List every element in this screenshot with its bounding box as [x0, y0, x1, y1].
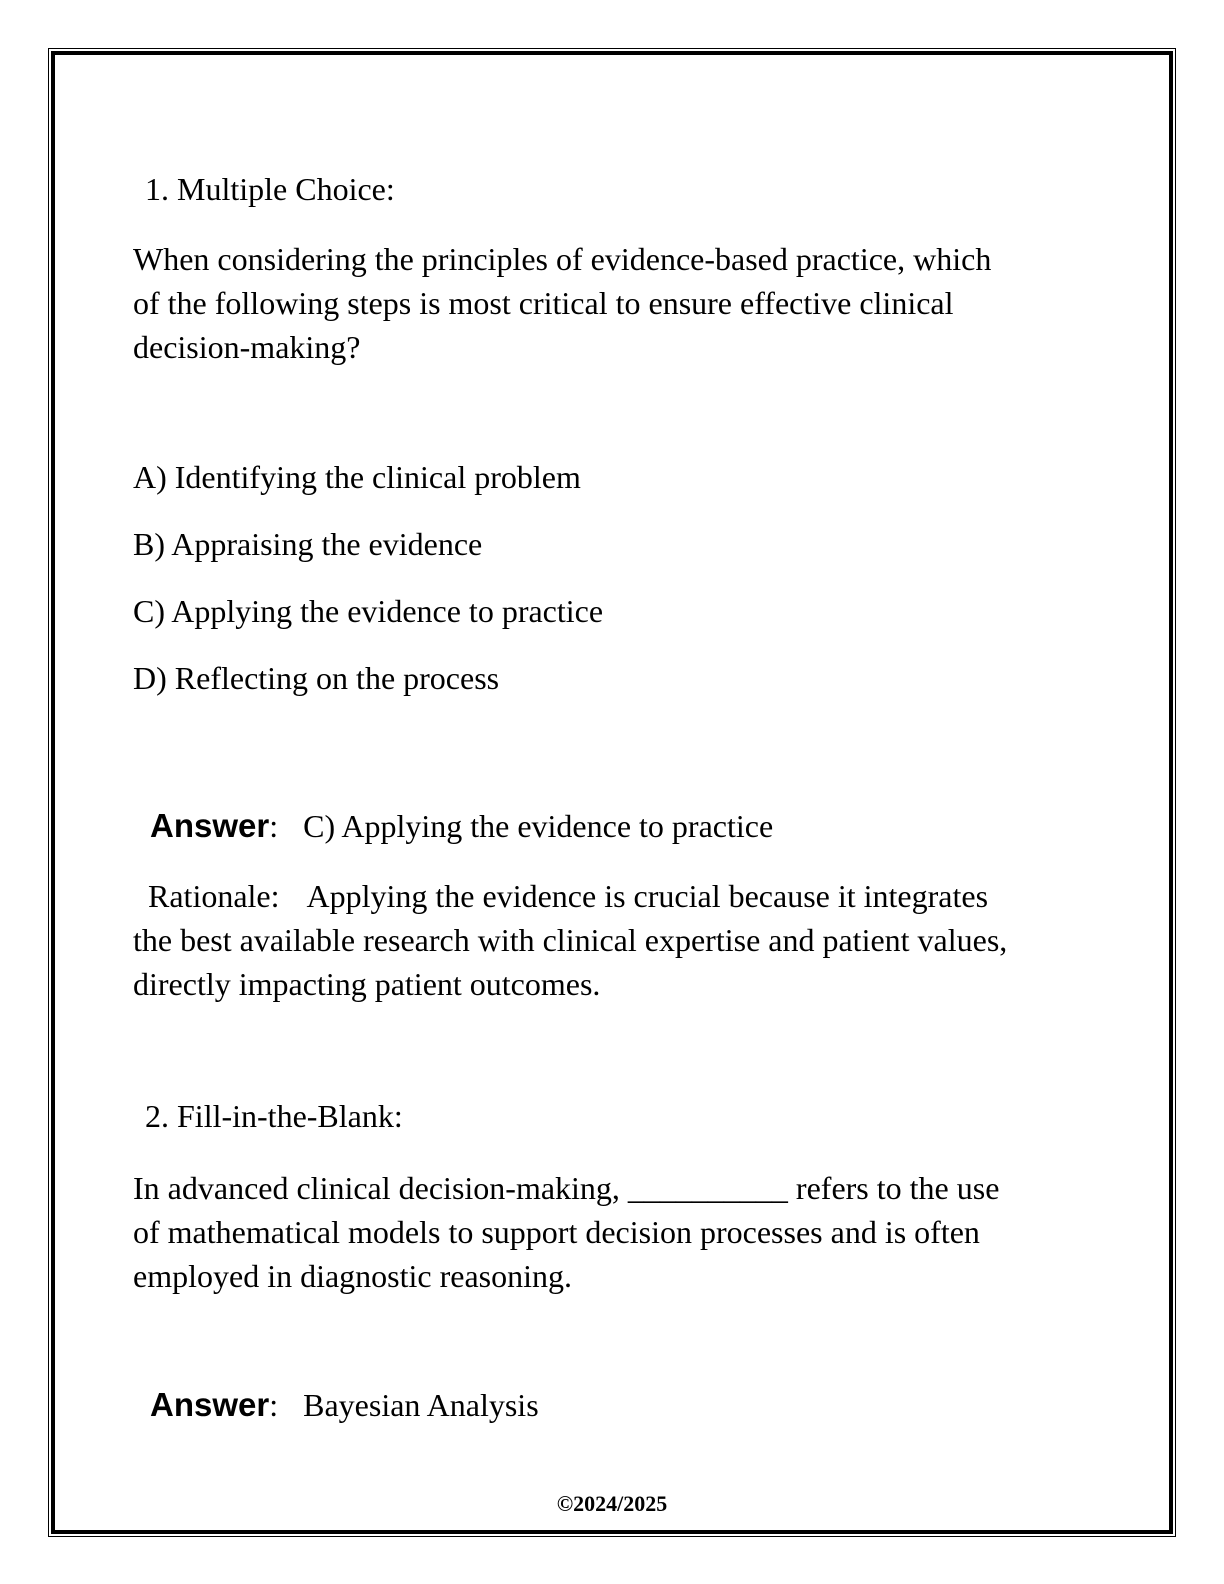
answer-label: Answer — [150, 1386, 270, 1423]
rationale-line: directly impacting patient outcomes. — [133, 966, 601, 1002]
option-c: C) Applying the evidence to practice — [133, 593, 604, 629]
answer-label: Answer — [150, 807, 270, 844]
question-2-answer-line — [150, 1383, 539, 1427]
rationale-text: Applying the evidence is crucial because it integrates — [306, 878, 989, 914]
rationale-label: Rationale: — [148, 878, 280, 914]
prompt-line: of the following steps is most critical to ensure effective clinical — [133, 285, 954, 321]
question-2-prompt — [133, 1166, 999, 1298]
question-2-heading: 2. Fill-in-the-Blank: — [145, 1098, 403, 1134]
answer-value: C) Applying the evidence to practice — [303, 808, 774, 844]
prompt-line: decision-making? — [133, 329, 361, 365]
option-b: B) Appraising the evidence — [133, 526, 483, 562]
option-a: A) Identifying the clinical problem — [133, 459, 581, 495]
question-1-options — [133, 455, 603, 723]
answer-colon: : — [269, 808, 279, 844]
prompt-line: In advanced clinical decision-making, __________ refers to the use — [133, 1170, 1000, 1206]
prompt-line: employed in diagnostic reasoning. — [133, 1258, 573, 1294]
question-1-rationale — [133, 874, 1007, 1006]
answer-colon: : — [269, 1387, 279, 1423]
prompt-line: of mathematical models to support decision processes and is often — [133, 1214, 980, 1250]
footer-copyright: ©2024/2025 — [556, 1491, 668, 1516]
answer-value: Bayesian Analysis — [303, 1387, 539, 1423]
option-d: D) Reflecting on the process — [133, 660, 500, 696]
question-1-prompt — [133, 237, 991, 369]
rationale-line: the best available research with clinical expertise and patient values, — [133, 922, 1008, 958]
prompt-line: When considering the principles of evidence-based practice, which — [133, 241, 992, 277]
rationale-line — [133, 874, 1007, 918]
question-1-heading: 1. Multiple Choice: — [145, 171, 395, 207]
question-1-answer-line — [150, 804, 773, 848]
